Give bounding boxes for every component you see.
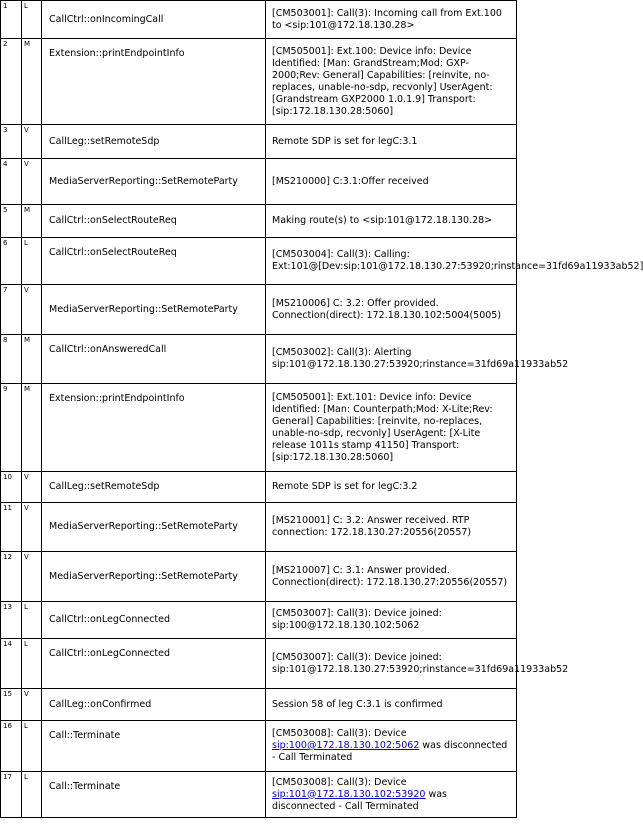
sip-link[interactable]: sip:101@172.18.130.102:53920 [272,788,426,800]
table-row [1,472,517,503]
row-number: 13 [1,602,22,639]
table-row [1,772,517,818]
row-level: L [22,721,42,772]
row-level: L [22,1,42,39]
row-level: L [22,772,42,818]
sip-link[interactable]: sip:100@172.18.130.102:5062 [272,740,420,751]
table-row [1,39,517,125]
row-function: MediaServerReporting::SetRemoteParty [42,159,266,205]
row-function: CallCtrl::onAnsweredCall [42,335,266,384]
row-number: 5 [1,205,22,238]
row-level: V [22,503,42,552]
row-level: L [22,602,42,639]
table-row [1,205,517,238]
row-function: CallLeg::setRemoteSdp [42,472,266,503]
table-row [1,503,517,552]
row-message: [CM505001]: Ext.100: Device info: Device Identified: [Man: GrandStream;Mod: GXP-2000;Rev: General] Capabilities: [reinvite, no-replaces, unable-no-sdp, recvonly] UserAgent: [Grandstream GXP2000 1.0.1.9] Transport: [sip:172.18.130.28:5060] [266,39,517,125]
row-number: 16 [1,721,22,772]
row-function: CallLeg::onConfirmed [42,689,266,721]
row-function: Call::Terminate [42,772,266,818]
row-number: 15 [1,689,22,721]
row-level: M [22,335,42,384]
table-row [1,639,517,689]
row-message: [CM503004]: Call(3): Calling: Ext:101@[Dev:sip:101@172.18.130.27:53920;rinstance=31fd69a11933ab52] [266,238,517,285]
table-row [1,689,517,721]
row-function: MediaServerReporting::SetRemoteParty [42,503,266,552]
row-number: 4 [1,159,22,205]
row-number: 8 [1,335,22,384]
row-function: CallCtrl::onSelectRouteReq [42,238,266,285]
table-row [1,1,517,39]
row-function: Extension::printEndpointInfo [42,39,266,125]
table-row [1,602,517,639]
message-suffix: was disconnected - Call Terminated [272,740,508,763]
row-message: [MS210001] C: 3.2: Answer received. RTP connection: 172.18.130.27:20556(20557) [266,503,517,552]
row-message: [CM505001]: Ext.101: Device info: Device Identified: [Man: Counterpath;Mod: X-Lite;Rev: General] Capabilities: [reinvite, no-replaces, unable-no-sdp, recvonly] UserAgent: [X-Lite release 1011s stamp 41150] Transport: [sip:172.18.130.28:5060] [266,384,517,472]
row-function: CallCtrl::onSelectRouteReq [42,205,266,238]
row-function: CallCtrl::onLegConnected [42,602,266,639]
row-function: CallLeg::setRemoteSdp [42,125,266,159]
row-level: V [22,552,42,602]
row-function: MediaServerReporting::SetRemoteParty [42,552,266,602]
row-function: Call::Terminate [42,721,266,772]
row-level: M [22,39,42,125]
table-row [1,384,517,472]
row-number: 6 [1,238,22,285]
row-level: V [22,472,42,503]
row-message: [MS210000] C:3.1:Offer received [266,159,517,205]
row-message: Remote SDP is set for legC:3.2 [266,472,517,503]
row-number: 7 [1,285,22,335]
message-prefix: [CM503008]: Call(3): Device [272,776,407,788]
row-number: 2 [1,39,22,125]
row-message: [MS210006] C: 3.2: Offer provided. Connection(direct): 172.18.130.102:5004(5005) [266,285,517,335]
table-row [1,721,517,772]
row-message: [CM503002]: Call(3): Alerting sip:101@172.18.130.27:53920;rinstance=31fd69a11933ab52 [266,335,517,384]
row-number: 11 [1,503,22,552]
row-level: V [22,285,42,335]
row-function: Extension::printEndpointInfo [42,384,266,472]
table-row [1,335,517,384]
row-number: 1 [1,1,22,39]
row-number: 3 [1,125,22,159]
message-suffix: was disconnected - Call Terminated [272,788,447,812]
row-number: 17 [1,772,22,818]
table-row [1,125,517,159]
row-message: [CM503007]: Call(3): Device joined: sip:100@172.18.130.102:5062 [266,602,517,639]
table-row [1,552,517,602]
table-row [1,159,517,205]
row-level: M [22,205,42,238]
row-message: Making route(s) to <sip:101@172.18.130.28> [266,205,517,238]
table-row [1,238,517,285]
row-message: [MS210007] C: 3.1: Answer provided. Connection(direct): 172.18.130.27:20556(20557) [266,552,517,602]
row-message: Remote SDP is set for legC:3.1 [266,125,517,159]
row-message [266,772,517,818]
row-message: Session 58 of leg C:3.1 is confirmed [266,689,517,721]
row-function: CallCtrl::onIncomingCall [42,1,266,39]
row-number: 14 [1,639,22,689]
row-function: CallCtrl::onLegConnected [42,639,266,689]
row-function: MediaServerReporting::SetRemoteParty [42,285,266,335]
row-level: V [22,159,42,205]
row-level: L [22,639,42,689]
message-prefix: [CM503008]: Call(3): Device [272,728,407,739]
row-level: M [22,384,42,472]
row-message: [CM503007]: Call(3): Device joined: sip:101@172.18.130.27:53920;rinstance=31fd69a11933ab52 [266,639,517,689]
row-number: 12 [1,552,22,602]
row-message: [CM503001]: Call(3): Incoming call from Ext.100 to <sip:101@172.18.130.28> [266,1,517,39]
row-number: 10 [1,472,22,503]
row-level: V [22,689,42,721]
row-message [266,721,517,772]
row-number: 9 [1,384,22,472]
row-level: L [22,238,42,285]
row-level: V [22,125,42,159]
table-row [1,285,517,335]
